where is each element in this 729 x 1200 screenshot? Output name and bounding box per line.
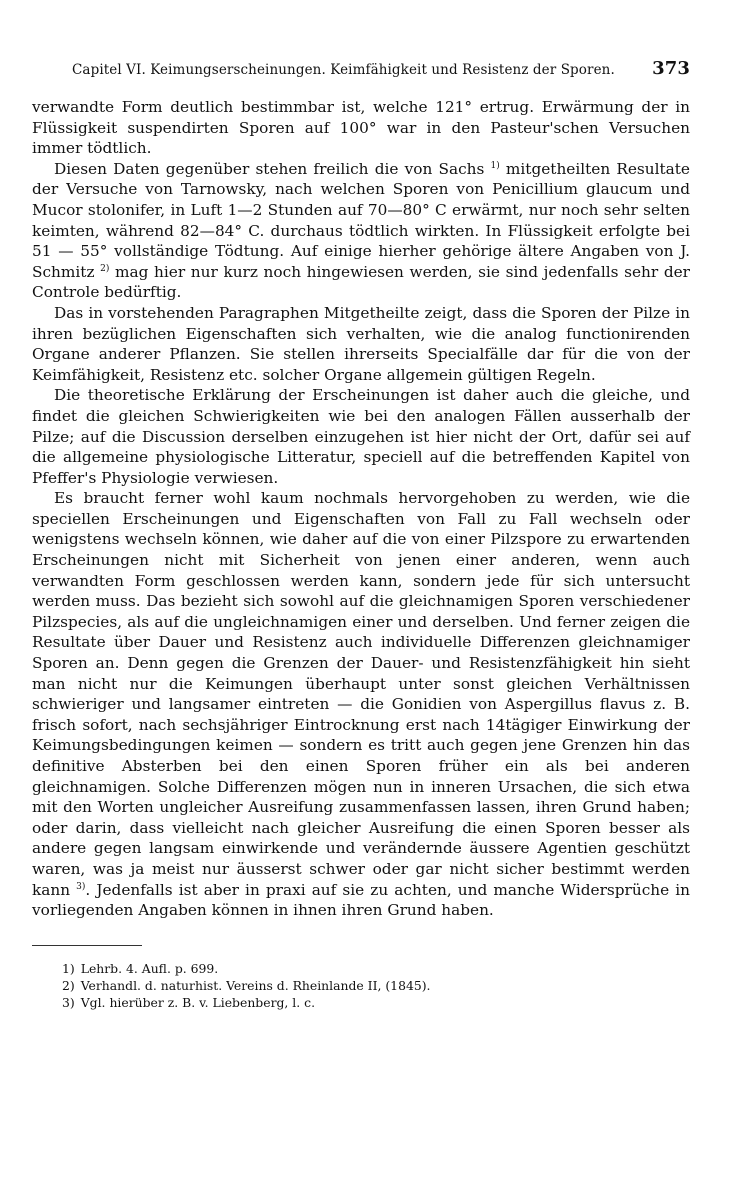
- footnotes: [32, 960, 690, 1011]
- footnote: [62, 977, 690, 994]
- footnote: [62, 994, 690, 1011]
- page-number: 373: [652, 58, 690, 79]
- main-text: [32, 97, 690, 921]
- running-title: Capitel VI. Keimungserscheinungen. Keimfähigkeit und Resistenz der Sporen.: [72, 62, 615, 78]
- footnote-text: Vgl. hierüber z. B. v. Liebenberg, l. c.: [80, 994, 316, 1010]
- running-header: [32, 58, 690, 79]
- paragraph-text: Es braucht ferner wohl kaum nochmals hervorgehoben zu werden, wie die speciellen Erscheinungen und Eigenschaften von Fall zu Fall wechseln oder wenigstens wechseln können, wie daher auf die von einer Pilzspore zu erwartenden Erscheinungen nicht mit Sicherheit von jenen einer anderen, wenn auch verwandten Form geschlossen werden kann, sondern jede für sich untersucht werden muss. Das bezieht sich sowohl auf die gleichnamigen Sporen verschiedener Pilzspecies, als auf die ungleichnamigen einer und derselben. Und ferner zeigen die Resultate über Dauer und Resistenz auch individuelle Differenzen gleichnamiger Sporen an. Denn gegen die Grenzen der Dauer- und Resistenzfähigkeit hin sieht man nicht nur die Keimungen überhaupt unter sonst gleichen Verhältnissen schwieriger und langsamer eintreten — die Gonidien von Aspergillus flavus z. B. frisch sofort, nach sechsjähriger Eintrocknung erst nach 14tägiger Einwirkung der Keimungsbedingungen keimen — sondern es tritt auch gegen jene Grenzen hin das definitive Absterben bei den einen Sporen früher ein als bei anderen gleichnamigen. Solche Differenzen mögen nun in inneren Ursachen, die sich etwa mit den Worten ungleicher Ausreifung zusammenfassen lassen, ihren Grund haben; oder darin, dass vielleicht nach gleicher Ausreifung die einen Sporen besser als andere gegen langsam einwirkende und verändernde äussere Agentien geschützt waren, was ja meist nur äusserst schwer oder gar nicht sicher bestimmt werden kann: [32, 489, 690, 899]
- footnote: [62, 960, 690, 977]
- paragraph-text: Das in vorstehenden Paragraphen Mitgetheilte zeigt, dass die Sporen der Pilze in ihren bezüglichen Eigenschaften sich verhalten, wie die analog functionirenden Organe anderer Pflanzen. Sie stellen ihrerseits Specialfälle dar für die von der Keimfähigkeit, Resistenz etc. solcher Organe allgemein gültigen Regeln.: [32, 303, 690, 384]
- book-page: [32, 58, 690, 1011]
- paragraph-text: verwandte Form deutlich bestimmbar ist, welche 121° ertrug. Erwärmung der in Flüssigkeit suspendirten Sporen auf 100° war in den Pasteur'schen Versuchen immer tödtlich.: [32, 98, 690, 158]
- paragraph-text: . Jedenfalls ist aber in praxi auf sie zu achten, und manche Widersprüche in vorliegenden Angaben können in ihnen ihren Grund haben.: [32, 880, 690, 920]
- footnote-mark: 1): [62, 960, 75, 976]
- paragraph: [32, 159, 690, 303]
- paragraph-text: Die theoretische Erklärung der Erscheinungen ist daher auch die gleiche, und findet die gleichen Schwierigkeiten wie bei den analogen Fällen ausserhalb der Pilze; auf die Discussion derselben einzugehen ist hier nicht der Ort, dafür sei auf die allgemeine physiologische Litteratur, speciell auf die betreffenden Kapitel von Pfeffer's Physiologie verwiesen.: [32, 386, 690, 487]
- footnote-separator: [32, 945, 142, 946]
- footnote-reference: 2): [100, 263, 110, 274]
- paragraph-text: mag hier nur kurz noch hingewiesen werden, sie sind jedenfalls sehr der Controle bedürftig.: [32, 262, 690, 302]
- footnote-text: Verhandl. d. naturhist. Vereins d. Rheinlande II, (1845).: [80, 977, 431, 993]
- paragraph: [32, 488, 690, 920]
- footnote-reference: 3): [76, 881, 86, 892]
- footnote-reference: 1): [490, 160, 500, 171]
- paragraph-text: mitgetheilten Resultate der Versuche von Tarnowsky, nach welchen Sporen von Penicillium glaucum und Mucor stolonifer, in Luft 1—2 Stunden auf 70—80° C erwärmt, nur noch sehr selten keimten, während 82—84° C. durchaus tödtlich wirkten. In Flüssigkeit erfolgte bei 51 — 55° vollständige Tödtung. Auf einige hierher gehörige ältere Angaben von J. Schmitz: [32, 159, 690, 281]
- paragraph: [32, 385, 690, 488]
- footnote-mark: 3): [62, 994, 75, 1010]
- paragraph: [32, 303, 690, 385]
- footnote-mark: 2): [62, 977, 75, 993]
- paragraph: [32, 97, 690, 159]
- footnote-text: Lehrb. 4. Aufl. p. 699.: [80, 960, 219, 976]
- paragraph-text: Diesen Daten gegenüber stehen freilich die von Sachs: [54, 159, 491, 178]
